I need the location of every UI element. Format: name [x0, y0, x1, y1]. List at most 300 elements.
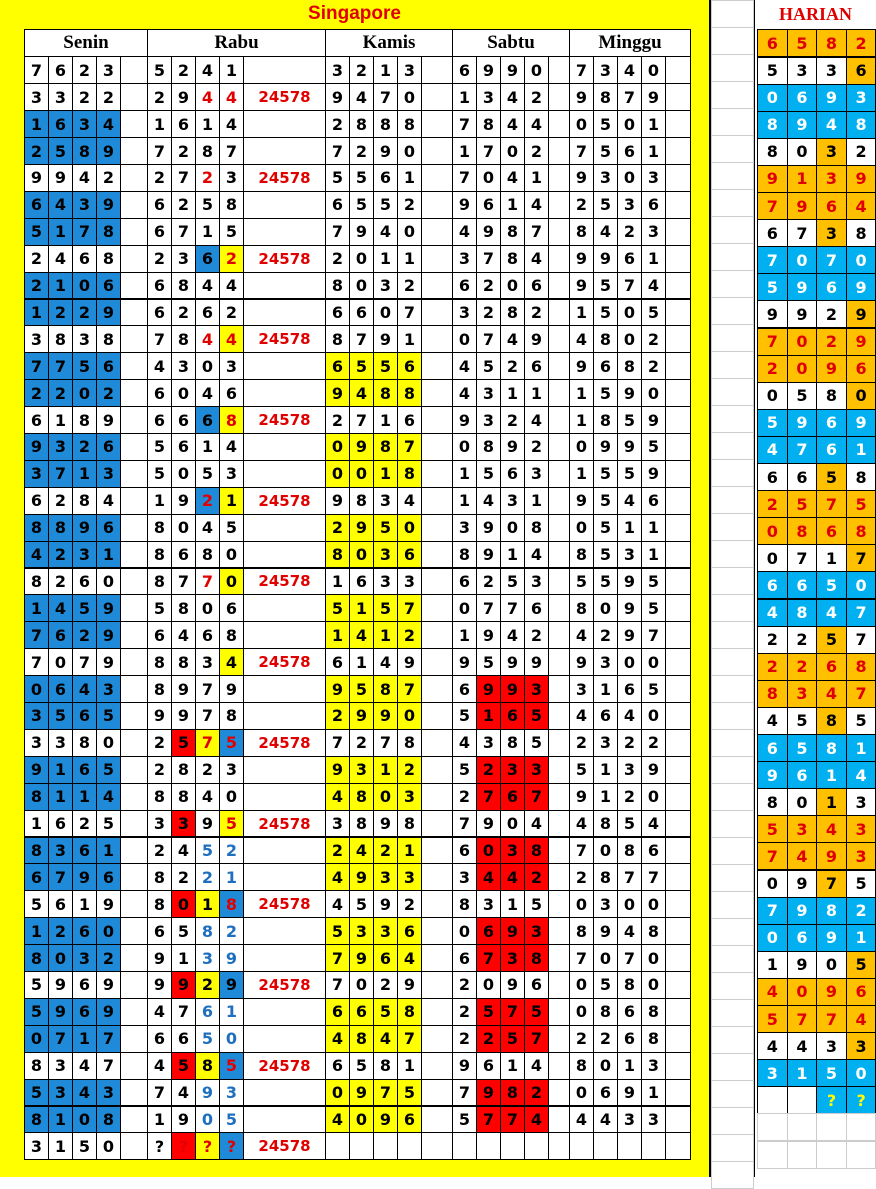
harian-digit: 0: [757, 517, 788, 545]
rabu-digit: 7: [195, 675, 220, 703]
senin-digit: 1: [24, 810, 49, 838]
harian-digit: 8: [787, 599, 818, 627]
harian-digit: 9: [816, 842, 847, 870]
minggu-spacer: [665, 568, 691, 596]
senin-digit: 9: [24, 756, 49, 784]
spacer-cell: [711, 324, 754, 352]
minggu-digit: 4: [593, 218, 618, 246]
senin-digit: 0: [48, 648, 73, 676]
harian-digit: 0: [787, 328, 818, 356]
minggu-digit: 9: [617, 594, 642, 622]
kamis-digit: [373, 1132, 398, 1160]
kamis-digit: 9: [373, 325, 398, 353]
minggu-digit: 1: [593, 783, 618, 811]
senin-digit: 7: [24, 352, 49, 380]
kamis-spacer: [421, 352, 453, 380]
minggu-digit: 6: [617, 1025, 642, 1053]
sabtu-digit: 3: [524, 568, 549, 596]
kamis-digit: 1: [397, 325, 422, 353]
harian-digit: 7: [787, 219, 818, 247]
rabu-fix: [243, 460, 326, 488]
kamis-spacer: [421, 487, 453, 515]
harian-digit: 7: [846, 626, 876, 654]
senin-spacer: [120, 325, 148, 353]
minggu-digit: 7: [569, 56, 594, 84]
spacer-cell: [711, 567, 754, 595]
minggu-digit: 0: [617, 648, 642, 676]
sabtu-digit: 3: [476, 890, 501, 918]
sabtu-spacer: [548, 352, 570, 380]
senin-digit: 9: [48, 998, 73, 1026]
rabu-digit: 6: [195, 245, 220, 273]
harian-digit: 2: [757, 653, 788, 681]
rabu-digit: 8: [147, 514, 172, 542]
harian-digit: 9: [816, 355, 847, 383]
senin-digit: 6: [96, 272, 121, 300]
harian-digit: 8: [846, 111, 876, 139]
minggu-digit: 1: [617, 1052, 642, 1080]
harian-digit: 5: [846, 870, 876, 898]
kamis-digit: 2: [397, 191, 422, 219]
senin-digit: 8: [24, 837, 49, 865]
senin-spacer: [120, 487, 148, 515]
kamis-digit: 9: [373, 137, 398, 165]
sabtu-digit: 4: [500, 83, 525, 111]
rabu-digit: 2: [219, 917, 244, 945]
sabtu-digit: 2: [476, 756, 501, 784]
rabu-digit: 3: [219, 756, 244, 784]
minggu-digit: 8: [593, 83, 618, 111]
harian-digit: 2: [787, 653, 818, 681]
rabu-digit: 2: [195, 164, 220, 192]
rabu-digit: 6: [147, 406, 172, 434]
kamis-digit: 0: [397, 218, 422, 246]
kamis-digit: 2: [397, 890, 422, 918]
kamis-digit: 8: [349, 487, 374, 515]
sabtu-digit: 9: [452, 191, 477, 219]
spacer-cell: [711, 1134, 754, 1162]
senin-digit: 2: [72, 433, 97, 461]
minggu-digit: 4: [593, 1106, 618, 1134]
harian-digit: 5: [816, 626, 847, 654]
minggu-spacer: [665, 110, 691, 138]
rabu-digit: 0: [219, 1025, 244, 1053]
minggu-digit: 4: [641, 810, 666, 838]
senin-spacer: [120, 648, 148, 676]
minggu-digit: 3: [593, 890, 618, 918]
minggu-digit: 7: [569, 944, 594, 972]
sabtu-digit: 3: [500, 487, 525, 515]
sabtu-digit: 2: [476, 299, 501, 327]
senin-digit: 7: [96, 1025, 121, 1053]
minggu-digit: 9: [569, 83, 594, 111]
kamis-digit: 9: [325, 756, 350, 784]
senin-spacer: [120, 56, 148, 84]
rabu-digit: 9: [171, 83, 196, 111]
rabu-digit: 3: [219, 460, 244, 488]
senin-spacer: [120, 837, 148, 865]
kamis-digit: 1: [373, 621, 398, 649]
sabtu-digit: 7: [476, 245, 501, 273]
harian-digit: 5: [757, 57, 788, 85]
harian-empty-cell: [787, 1113, 818, 1141]
sabtu-digit: 8: [500, 729, 525, 757]
rabu-fix: 24578: [243, 487, 326, 515]
rabu-digit: 1: [195, 110, 220, 138]
senin-digit: 2: [96, 944, 121, 972]
senin-digit: 6: [24, 191, 49, 219]
kamis-digit: 9: [397, 648, 422, 676]
rabu-digit: 2: [147, 837, 172, 865]
sabtu-digit: 2: [452, 971, 477, 999]
sabtu-digit: 5: [476, 998, 501, 1026]
senin-digit: 9: [48, 971, 73, 999]
rabu-fix: [243, 218, 326, 246]
kamis-digit: 4: [373, 218, 398, 246]
minggu-digit: 8: [569, 917, 594, 945]
minggu-digit: [569, 1132, 594, 1160]
kamis-digit: 4: [325, 783, 350, 811]
harian-digit: 7: [757, 192, 788, 220]
senin-digit: 6: [72, 702, 97, 730]
spacer-cell: [711, 297, 754, 325]
minggu-digit: 7: [641, 863, 666, 891]
kamis-digit: 3: [397, 863, 422, 891]
sabtu-spacer: [548, 1025, 570, 1053]
minggu-digit: 0: [641, 971, 666, 999]
minggu-digit: 7: [569, 137, 594, 165]
sabtu-digit: 9: [476, 621, 501, 649]
minggu-spacer: [665, 783, 691, 811]
harian-digit: 6: [757, 571, 788, 599]
kamis-digit: 9: [349, 863, 374, 891]
spacer-cell: [711, 513, 754, 541]
kamis-digit: 9: [373, 702, 398, 730]
kamis-spacer: [421, 648, 453, 676]
harian-digit: 4: [757, 707, 788, 735]
minggu-digit: 9: [569, 272, 594, 300]
kamis-digit: [397, 1132, 422, 1160]
kamis-digit: 6: [325, 191, 350, 219]
rabu-digit: 6: [171, 541, 196, 569]
rabu-fix: [243, 917, 326, 945]
harian-digit: 5: [757, 1005, 788, 1033]
sabtu-digit: 6: [476, 191, 501, 219]
rabu-digit: 0: [171, 890, 196, 918]
harian-digit: 5: [787, 734, 818, 762]
minggu-spacer: [665, 648, 691, 676]
kamis-digit: 7: [397, 594, 422, 622]
rabu-digit: 1: [219, 863, 244, 891]
harian-digit: 9: [787, 870, 818, 898]
minggu-spacer: [665, 137, 691, 165]
rabu-fix: [243, 272, 326, 300]
harian-digit: 5: [787, 382, 818, 410]
senin-digit: 7: [24, 56, 49, 84]
sabtu-spacer: [548, 110, 570, 138]
sabtu-digit: 9: [500, 648, 525, 676]
kamis-digit: 7: [325, 218, 350, 246]
sabtu-digit: 5: [524, 890, 549, 918]
senin-digit: 1: [24, 110, 49, 138]
minggu-spacer: [665, 272, 691, 300]
kamis-digit: 9: [349, 702, 374, 730]
rabu-digit: 4: [195, 783, 220, 811]
senin-digit: 5: [96, 756, 121, 784]
harian-digit: 3: [787, 57, 818, 85]
minggu-digit: 0: [617, 164, 642, 192]
minggu-digit: 8: [569, 594, 594, 622]
minggu-spacer: [665, 83, 691, 111]
harian-digit: 2: [846, 897, 876, 925]
kamis-digit: 9: [325, 487, 350, 515]
minggu-spacer: [665, 1079, 691, 1107]
sabtu-digit: 7: [524, 783, 549, 811]
rabu-digit: 3: [171, 352, 196, 380]
harian-digit: 9: [846, 273, 876, 301]
kamis-spacer: [421, 1132, 453, 1160]
column-header-senin: Senin: [24, 29, 148, 57]
sabtu-digit: 9: [452, 648, 477, 676]
kamis-digit: 4: [397, 487, 422, 515]
kamis-spacer: [421, 272, 453, 300]
kamis-digit: [349, 1132, 374, 1160]
kamis-digit: 4: [349, 621, 374, 649]
senin-spacer: [120, 890, 148, 918]
senin-digit: 3: [96, 675, 121, 703]
rabu-digit: 5: [195, 460, 220, 488]
rabu-digit: 6: [171, 433, 196, 461]
sabtu-spacer: [548, 164, 570, 192]
spacer-cell: [711, 54, 754, 82]
rabu-fix: 24578: [243, 729, 326, 757]
senin-digit: 5: [24, 1079, 49, 1107]
senin-digit: 8: [96, 325, 121, 353]
sabtu-digit: 6: [500, 702, 525, 730]
sabtu-digit: 7: [476, 594, 501, 622]
rabu-fix: [243, 594, 326, 622]
rabu-digit: 8: [147, 568, 172, 596]
kamis-digit: 0: [397, 83, 422, 111]
minggu-digit: 9: [593, 433, 618, 461]
senin-digit: 5: [24, 998, 49, 1026]
kamis-spacer: [421, 702, 453, 730]
rabu-digit: 2: [195, 863, 220, 891]
rabu-digit: 2: [147, 83, 172, 111]
kamis-digit: 3: [373, 863, 398, 891]
harian-digit: 7: [787, 436, 818, 464]
harian-digit: 4: [846, 192, 876, 220]
sabtu-digit: 4: [452, 218, 477, 246]
rabu-digit: 2: [147, 164, 172, 192]
sabtu-spacer: [548, 837, 570, 865]
sabtu-digit: 4: [452, 379, 477, 407]
senin-digit: 3: [48, 837, 73, 865]
harian-digit: 0: [787, 138, 818, 166]
senin-digit: 5: [72, 594, 97, 622]
senin-digit: 0: [72, 272, 97, 300]
minggu-digit: 6: [617, 245, 642, 273]
senin-digit: 7: [72, 218, 97, 246]
sabtu-digit: 3: [452, 514, 477, 542]
rabu-digit: 8: [171, 648, 196, 676]
senin-digit: 0: [96, 729, 121, 757]
sabtu-digit: 9: [476, 56, 501, 84]
minggu-spacer: [665, 487, 691, 515]
rabu-digit: 5: [171, 1052, 196, 1080]
spacer-cell: [711, 1026, 754, 1054]
senin-spacer: [120, 245, 148, 273]
minggu-digit: 8: [641, 998, 666, 1026]
minggu-digit: 5: [641, 299, 666, 327]
kamis-spacer: [421, 460, 453, 488]
senin-digit: 2: [96, 164, 121, 192]
kamis-digit: 7: [397, 299, 422, 327]
rabu-digit: 9: [147, 944, 172, 972]
senin-spacer: [120, 164, 148, 192]
kamis-digit: 6: [349, 299, 374, 327]
minggu-digit: 8: [569, 1052, 594, 1080]
rabu-fix: [243, 1106, 326, 1134]
sabtu-digit: 8: [452, 890, 477, 918]
harian-digit: 2: [816, 328, 847, 356]
harian-digit: 5: [757, 273, 788, 301]
rabu-digit: 8: [147, 863, 172, 891]
spacer-cell: [711, 216, 754, 244]
rabu-digit: 4: [195, 325, 220, 353]
sabtu-spacer: [548, 191, 570, 219]
kamis-spacer: [421, 863, 453, 891]
senin-digit: 2: [72, 83, 97, 111]
harian-digit: 4: [816, 680, 847, 708]
kamis-digit: 3: [397, 568, 422, 596]
minggu-spacer: [665, 1132, 691, 1160]
minggu-digit: 5: [593, 110, 618, 138]
sabtu-digit: 5: [452, 702, 477, 730]
senin-digit: 4: [48, 245, 73, 273]
harian-empty-cell: [757, 1113, 788, 1141]
harian-digit: 1: [846, 436, 876, 464]
sabtu-digit: 2: [476, 1025, 501, 1053]
harian-digit: 6: [846, 355, 876, 383]
sabtu-digit: [500, 1132, 525, 1160]
minggu-digit: 6: [617, 675, 642, 703]
rabu-digit: 5: [219, 514, 244, 542]
minggu-digit: 0: [641, 379, 666, 407]
kamis-digit: 2: [325, 245, 350, 273]
harian-digit: [787, 1086, 818, 1114]
kamis-digit: 5: [349, 191, 374, 219]
sabtu-digit: 3: [524, 675, 549, 703]
rabu-digit: 1: [195, 218, 220, 246]
sabtu-digit: 5: [524, 998, 549, 1026]
minggu-digit: 0: [569, 110, 594, 138]
senin-spacer: [120, 299, 148, 327]
senin-digit: 6: [72, 998, 97, 1026]
rabu-fix: 24578: [243, 245, 326, 273]
sabtu-digit: 1: [452, 137, 477, 165]
rabu-digit: 9: [147, 702, 172, 730]
sabtu-digit: 4: [524, 110, 549, 138]
kamis-digit: 8: [349, 110, 374, 138]
senin-digit: 5: [48, 702, 73, 730]
sabtu-spacer: [548, 568, 570, 596]
senin-digit: 3: [48, 83, 73, 111]
kamis-digit: 3: [349, 917, 374, 945]
senin-digit: 6: [24, 863, 49, 891]
sabtu-spacer: [548, 648, 570, 676]
harian-digit: 6: [757, 463, 788, 491]
minggu-digit: 5: [593, 541, 618, 569]
kamis-digit: 2: [373, 971, 398, 999]
minggu-digit: 4: [569, 621, 594, 649]
kamis-digit: 3: [373, 541, 398, 569]
minggu-digit: [641, 1132, 666, 1160]
sabtu-spacer: [548, 1052, 570, 1080]
harian-digit: 2: [757, 490, 788, 518]
rabu-digit: 8: [219, 406, 244, 434]
kamis-digit: 6: [325, 648, 350, 676]
kamis-digit: 8: [397, 110, 422, 138]
sabtu-digit: 0: [476, 837, 501, 865]
kamis-digit: 8: [325, 272, 350, 300]
senin-digit: 8: [96, 1106, 121, 1134]
kamis-digit: 3: [373, 272, 398, 300]
sabtu-digit: 9: [524, 648, 549, 676]
kamis-digit: 2: [325, 514, 350, 542]
sabtu-digit: 2: [524, 433, 549, 461]
spacer-cell: [711, 243, 754, 271]
kamis-digit: 8: [349, 1025, 374, 1053]
minggu-digit: 5: [641, 433, 666, 461]
sabtu-spacer: [548, 594, 570, 622]
minggu-spacer: [665, 164, 691, 192]
sabtu-digit: 9: [500, 971, 525, 999]
sabtu-digit: 0: [452, 917, 477, 945]
rabu-digit: 4: [195, 56, 220, 84]
senin-spacer: [120, 541, 148, 569]
senin-spacer: [120, 756, 148, 784]
sabtu-digit: 1: [452, 487, 477, 515]
harian-digit: 6: [816, 436, 847, 464]
sabtu-digit: 7: [476, 1106, 501, 1134]
senin-digit: 1: [72, 460, 97, 488]
minggu-digit: 2: [641, 352, 666, 380]
senin-digit: 1: [96, 837, 121, 865]
rabu-fix: 24578: [243, 648, 326, 676]
kamis-digit: 0: [325, 1079, 350, 1107]
minggu-digit: 1: [641, 110, 666, 138]
minggu-digit: [593, 1132, 618, 1160]
senin-digit: 5: [72, 1132, 97, 1160]
minggu-digit: 3: [569, 675, 594, 703]
senin-digit: 4: [24, 541, 49, 569]
minggu-digit: 5: [593, 299, 618, 327]
minggu-digit: 5: [569, 756, 594, 784]
senin-spacer: [120, 971, 148, 999]
minggu-digit: 0: [569, 890, 594, 918]
minggu-digit: 9: [641, 756, 666, 784]
rabu-digit: 4: [147, 352, 172, 380]
rabu-digit: 0: [219, 783, 244, 811]
minggu-digit: 5: [593, 272, 618, 300]
kamis-digit: 5: [325, 164, 350, 192]
rabu-digit: 5: [147, 56, 172, 84]
kamis-digit: 2: [325, 837, 350, 865]
minggu-digit: 0: [569, 1079, 594, 1107]
sabtu-digit: [476, 1132, 501, 1160]
kamis-digit: 6: [325, 352, 350, 380]
